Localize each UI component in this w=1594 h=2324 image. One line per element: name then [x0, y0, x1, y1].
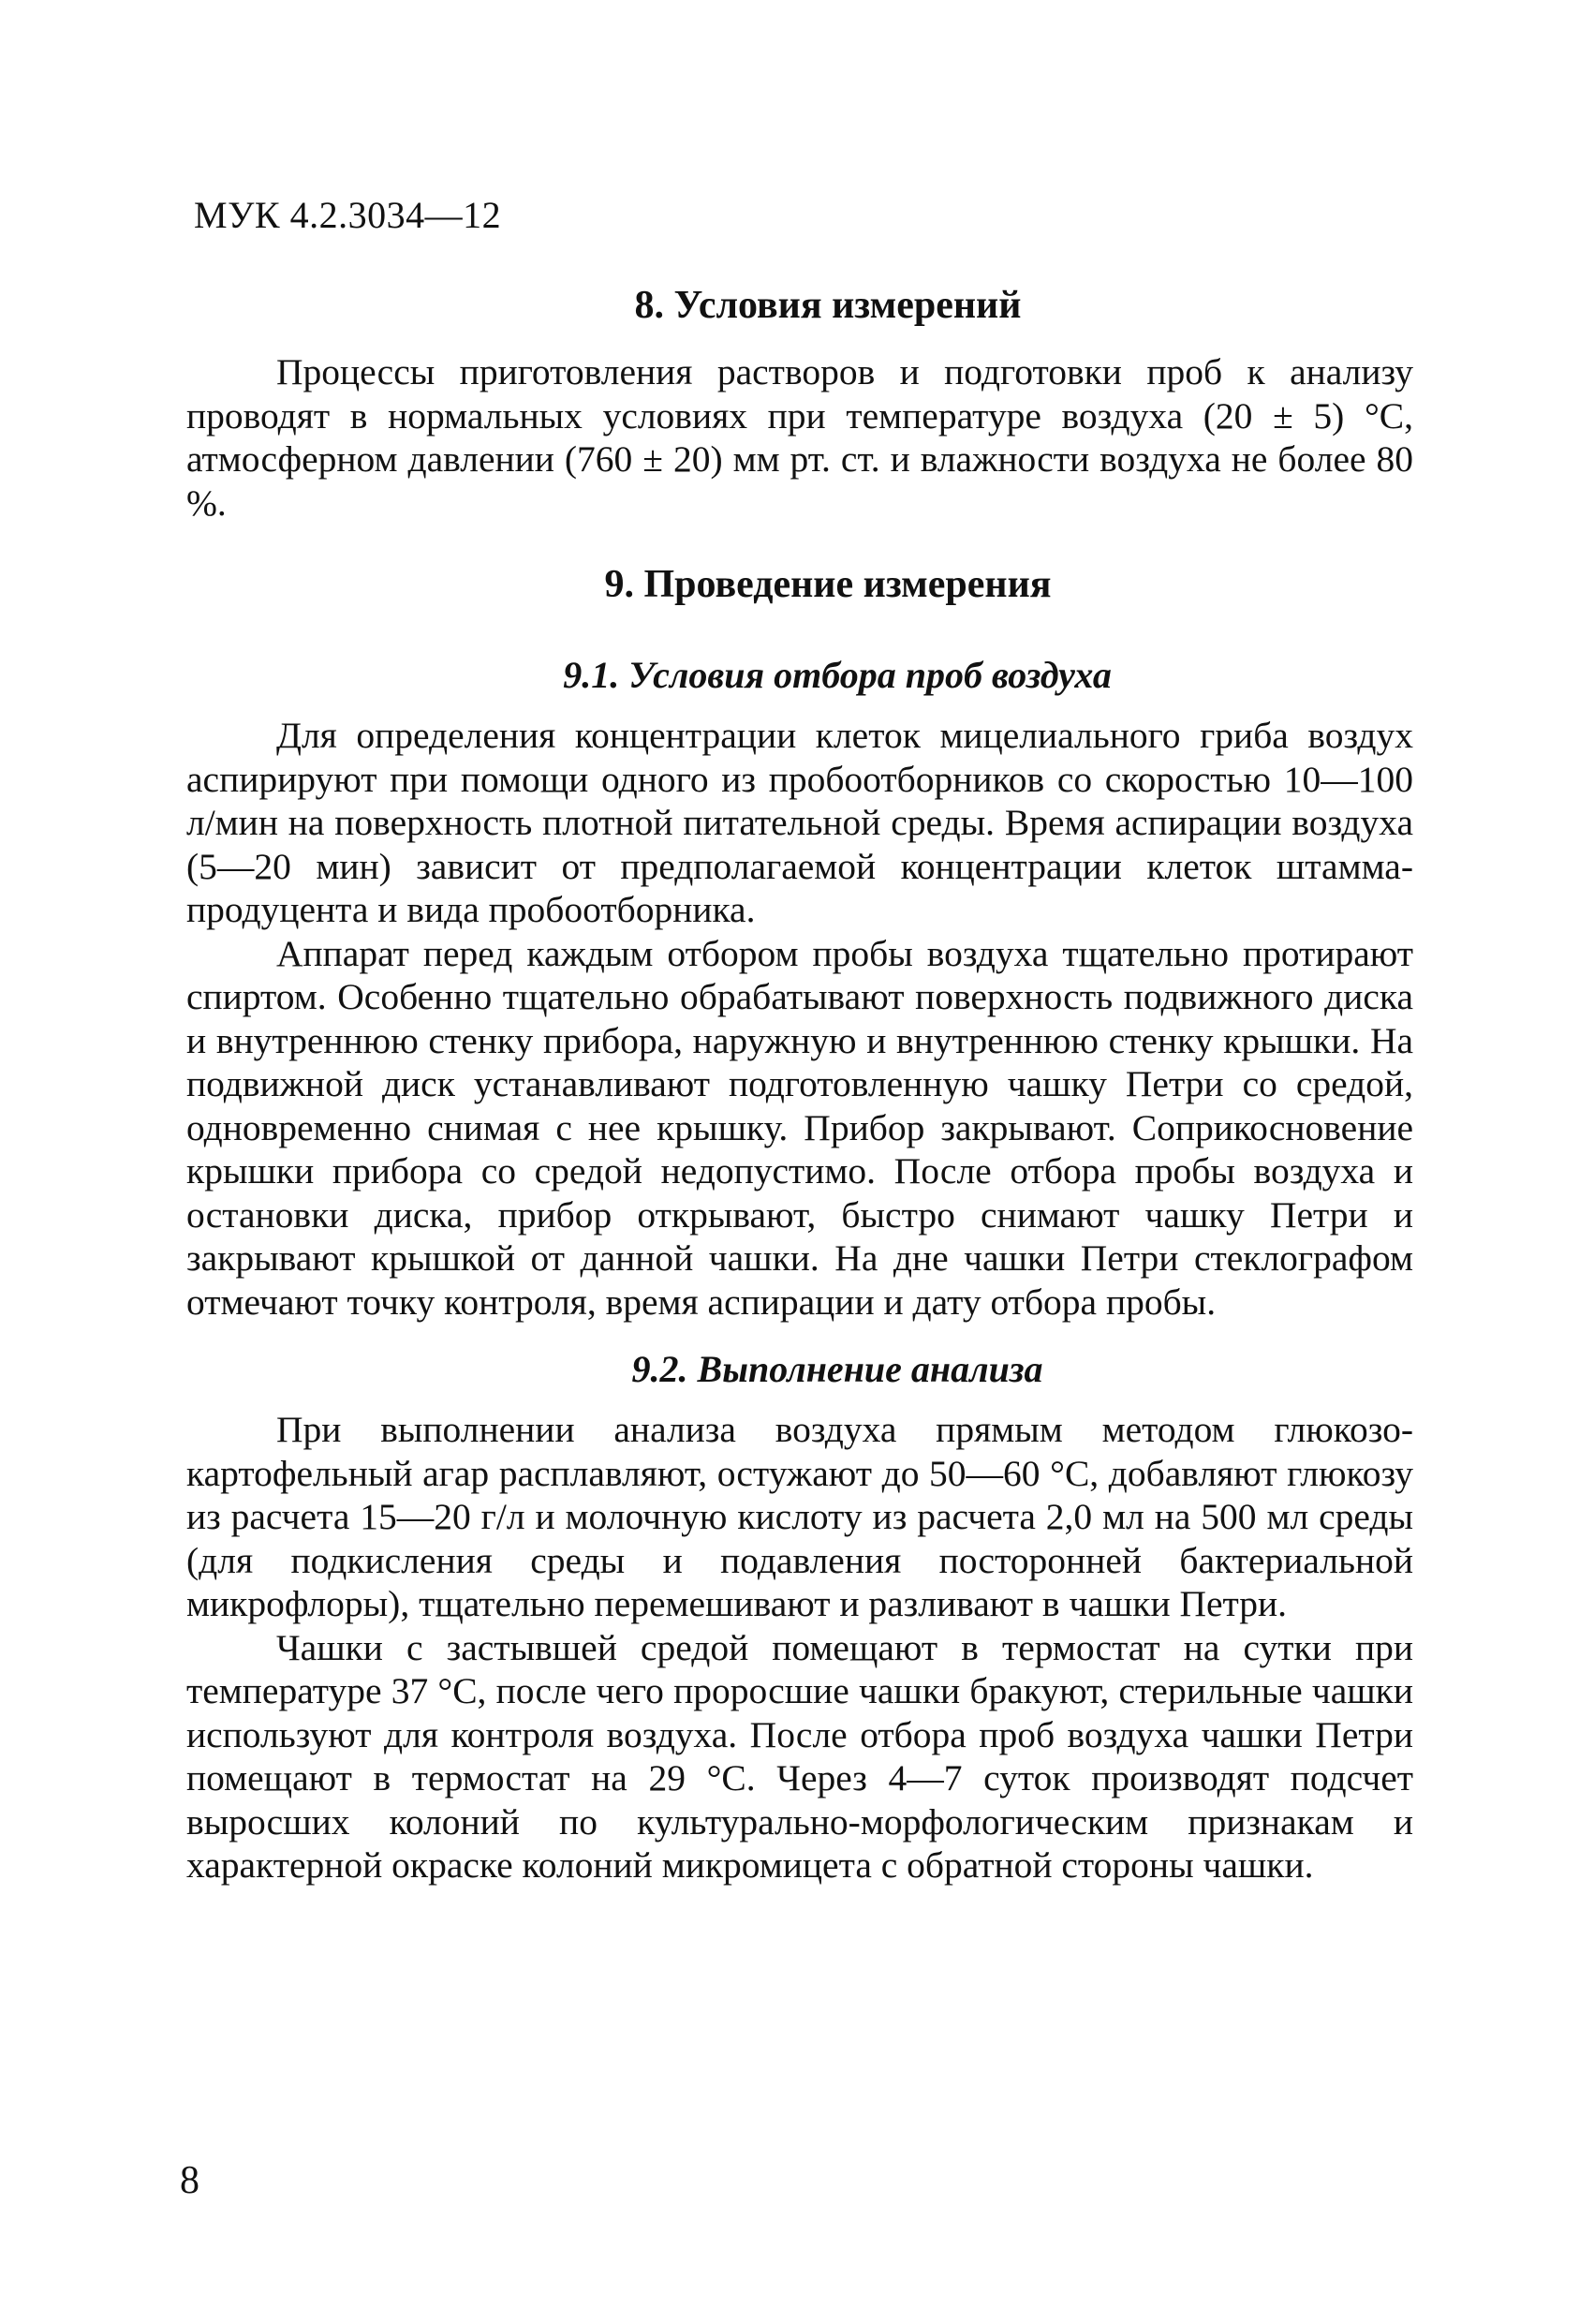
subsection-9-1-paragraph-2: Аппарат перед каждым отбором пробы воздуха тщательно протирают спиртом. Особенно тщательно обрабатывают поверхность подвижного диска и внутреннюю стенку прибора, наружную и внутреннюю стенку крышки. На подвижной диск устанавливают подготовленную чашку Петри со средой, одновременно снимая с нее крышку. Прибор закрывают. Соприкосновение крышки прибора со средой недопустимо. После отбора пробы воздуха и остановки диска, прибор открывают, быстро снимают чашку Петри и закрывают крышкой от данной чашки. На дне чашки Петри стеклографом отмечают точку контроля, время аспирации и дату отбора пробы.	[186, 932, 1413, 1323]
spacer	[186, 525, 1413, 560]
section-8-title: 8. Условия измерений	[634, 284, 1022, 327]
subsection-9-1-title: 9.1. Условия отбора проб воздуха	[563, 654, 1112, 696]
document-code-header: МУК 4.2.3034—12	[194, 194, 502, 236]
page-number: 8	[180, 2159, 199, 2202]
spacer	[186, 629, 1413, 652]
spacer	[186, 1324, 1413, 1346]
subsection-9-2-paragraph-2: Чашки с застывшей средой помещают в термостат на сутки при температуре 37 °С, после чего проросшие чашки бракуют, стерильные чашки используют для контроля воздуха. После отбора проб воздуха чашки Петри помещают в термостат на 29 °С. Через 4—7 суток производят подсчет выросших колоний по культурально-морфологическим признакам и характерной окраске колоний микромицета с обратной стороны чашки.	[186, 1626, 1413, 1886]
subsection-9-1-paragraph-1: Для определения концентрации клеток мицелиального гриба воздух аспирируют при помощи одного из пробоотборников со скоростью 10—100 л/мин на поверхность плотной питательной среды. Время аспирации воздуха (5—20 мин) зависит от предполагаемой концентрации клеток штамма-продуцента и вида пробоотборника.	[186, 715, 1413, 930]
page-content	[186, 281, 1413, 1887]
section-8-paragraph: Процессы приготовления растворов и подготовки проб к анализу проводят в нормальных условиях при температуре воздуха (20 ± 5) °С, атмосферном давлении (760 ± 20) мм рт. ст. и влажности воздуха не более 80 %.	[186, 351, 1413, 524]
subsection-9-2-paragraph-1: При выполнении анализа воздуха прямым методом глюкозокартофельный агар расплавляют, остужают до 50—60 °С, добавляют глюкозу из расчета 15—20 г/л и молочную кислоту из расчета 2,0 мл на 500 мл среды (для подкисления среды и подавления посторонней бактериальной микрофлоры), тщательно перемешивают и разливают в чашки Петри.	[186, 1409, 1413, 1624]
subsection-9-2-title: 9.2. Выполнение анализа	[631, 1348, 1043, 1390]
section-9-title: 9. Проведение измерения	[604, 563, 1052, 606]
